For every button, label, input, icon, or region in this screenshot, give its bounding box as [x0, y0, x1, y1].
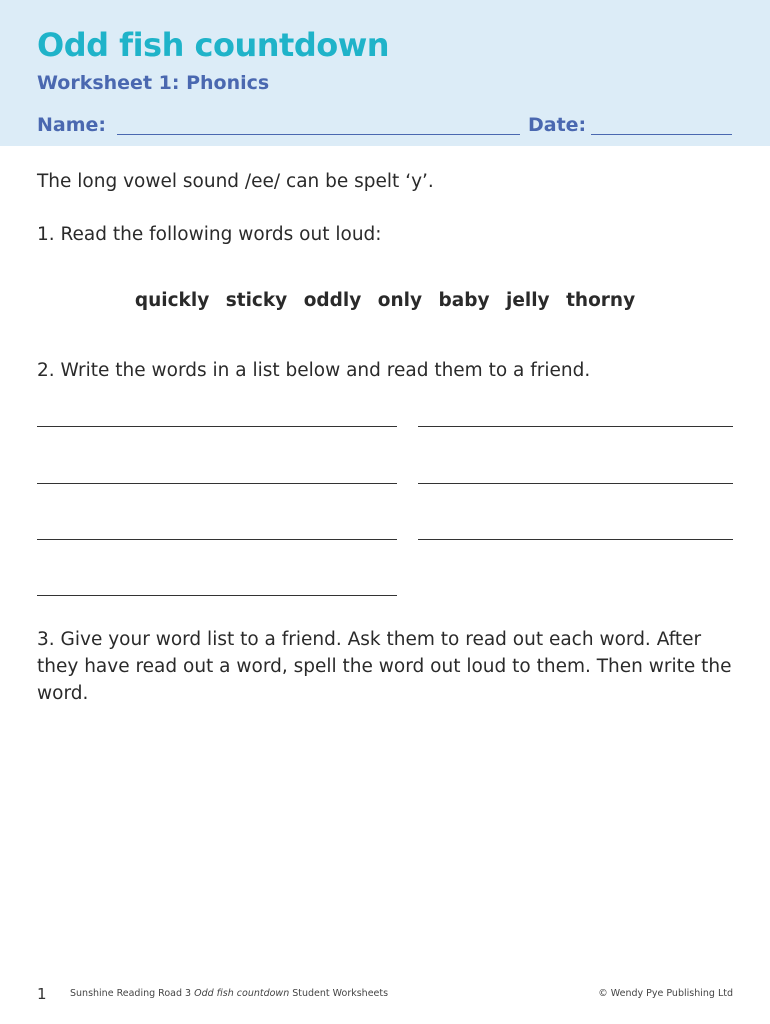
date-label: Date:	[528, 114, 587, 136]
word-list	[0, 290, 770, 311]
footer-series-prefix: Sunshine Reading Road 3	[70, 988, 192, 999]
writing-line[interactable]	[37, 483, 397, 484]
word-item: jelly	[505, 290, 550, 311]
word-item: baby	[438, 290, 490, 311]
writing-line[interactable]	[37, 595, 397, 596]
page-number: 1	[37, 985, 47, 1003]
word-item: oddly	[303, 290, 362, 311]
question-2: 2. Write the words in a list below and read them to a friend.	[37, 360, 591, 381]
writing-line[interactable]	[37, 539, 397, 540]
date-field[interactable]	[591, 134, 732, 135]
writing-line[interactable]	[418, 483, 733, 484]
footer-series	[70, 988, 388, 999]
word-item: thorny	[566, 290, 636, 311]
intro-text: The long vowel sound /ee/ can be spelt ‘y’.	[37, 171, 434, 192]
word-item: quickly	[134, 290, 210, 311]
writing-line[interactable]	[37, 426, 397, 427]
footer-copyright: © Wendy Pye Publishing Ltd	[598, 988, 733, 999]
question-3: 3. Give your word list to a friend. Ask them to read out each word. After they have read out a word, spell the word out loud to them. Then write the word.	[37, 629, 732, 704]
writing-line[interactable]	[418, 426, 733, 427]
name-label: Name:	[37, 114, 107, 136]
worksheet-subtitle: Worksheet 1: Phonics	[37, 72, 270, 94]
page-title: Odd fish countdown	[37, 26, 390, 64]
word-item: sticky	[225, 290, 288, 311]
footer-series-suffix: Student Worksheets	[292, 988, 389, 999]
name-field[interactable]	[117, 134, 520, 135]
footer-book-title: Odd fish countdown	[194, 988, 290, 999]
question-1: 1. Read the following words out loud:	[37, 224, 382, 245]
writing-line[interactable]	[418, 539, 733, 540]
word-item: only	[377, 290, 423, 311]
